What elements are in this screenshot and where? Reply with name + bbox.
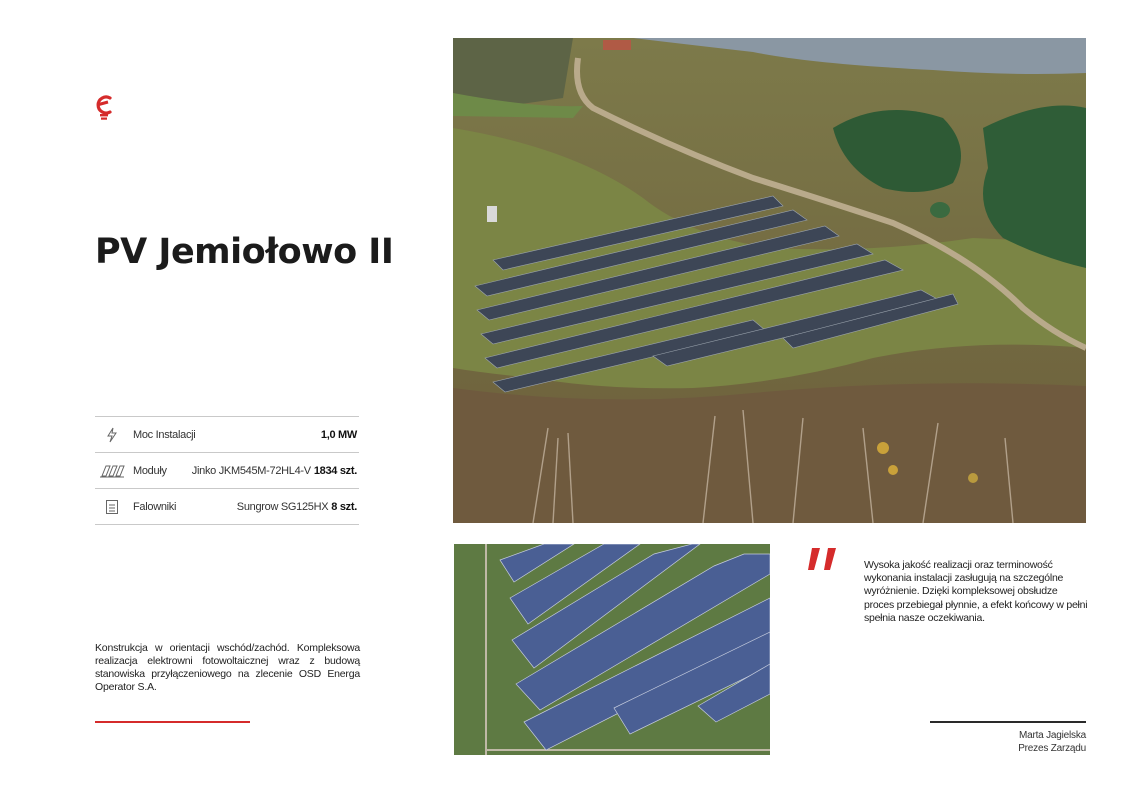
spec-value-bold: 1,0 MW bbox=[320, 428, 357, 441]
spec-row-inverters bbox=[95, 489, 359, 525]
spec-row-power bbox=[95, 417, 359, 453]
accent-divider bbox=[95, 721, 250, 723]
spec-value bbox=[318, 429, 357, 441]
aerial-photo-main bbox=[453, 38, 1086, 523]
solar-modules-icon bbox=[97, 461, 127, 481]
quote-mark-icon bbox=[806, 548, 842, 572]
signature-divider bbox=[930, 721, 1086, 723]
spec-value: Jinko JKM545M-72HL4-V 1834 szt. bbox=[191, 464, 357, 477]
page-title: PV Jemiołowo II bbox=[95, 232, 394, 272]
lightning-icon bbox=[97, 425, 127, 445]
testimonial-author: Marta Jagielska bbox=[1018, 730, 1086, 741]
testimonial-role: Prezes Zarządu bbox=[1018, 743, 1086, 754]
bulb-e-logo-icon bbox=[92, 92, 116, 124]
spec-label: Moc Instalacji bbox=[133, 428, 196, 441]
spec-value-bold: 8 szt. bbox=[331, 500, 357, 513]
spec-label: Moduły bbox=[133, 464, 167, 477]
spec-row-modules bbox=[95, 453, 359, 489]
spec-value: Sungrow SG125HX 8 szt. bbox=[236, 500, 357, 513]
spec-value-bold: 1834 szt. bbox=[313, 464, 357, 477]
project-description: Konstrukcja w orientacji wschód/zachód. Kompleksowa realizacja elektrowni fotowoltaicznej wraz z budową stanowiska przyłączeniowego na zlecenie OSD Energa Operator S.A. bbox=[95, 642, 360, 693]
aerial-photo-panels bbox=[454, 544, 770, 755]
spec-label: Falowniki bbox=[133, 500, 177, 513]
inverter-icon bbox=[97, 497, 127, 517]
spec-table bbox=[95, 416, 359, 525]
testimonial-quote: Wysoka jakość realizacji oraz terminowość wykonania instalacji zasługują na szczególne wyróżnienie. Dzięki kompleksowej obsłudze proces przebiegał płynnie, a efekt końcowy w pełni spełnia nasze oczekiwania. bbox=[864, 559, 1088, 624]
